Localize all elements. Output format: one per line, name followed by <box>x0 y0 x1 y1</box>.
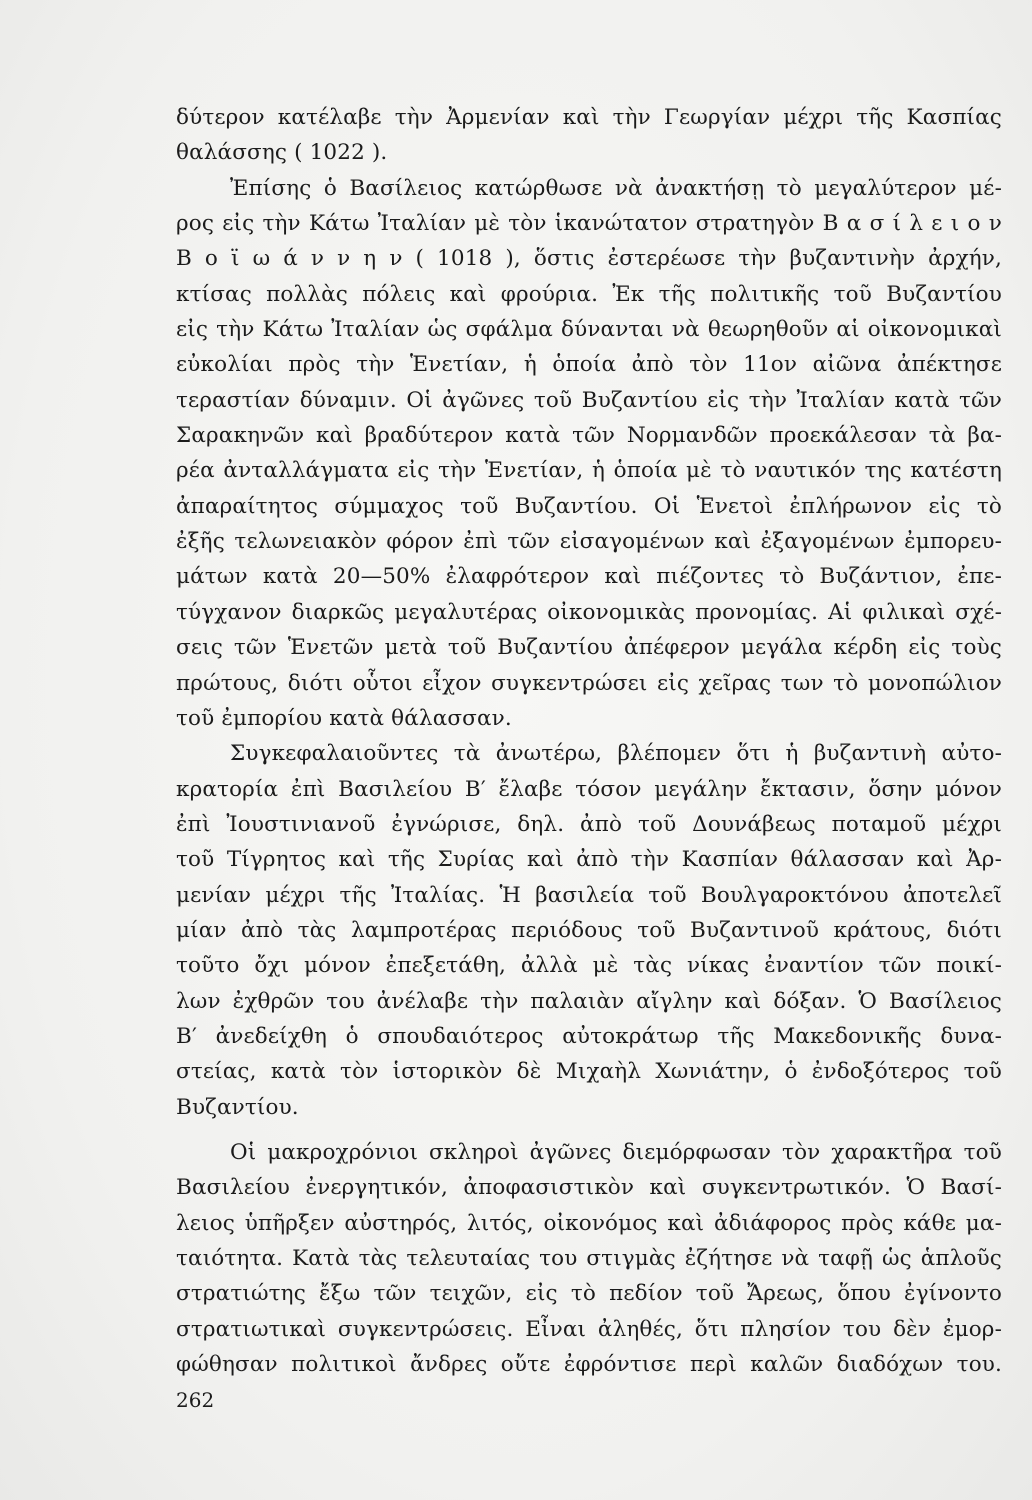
text-line: κρατορία ἐπὶ Βασιλείου Β′ ἔλαβε τόσον μεγάλην ἔκτασιν, ὅσην μόνον <box>176 776 1002 802</box>
paragraph-start-line: Ἐπίσης ὁ Βασίλειος κατώρθωσε νὰ ἀνακτήσῃ τὸ μεγαλύτερον μέ- <box>230 175 1002 201</box>
text-line: κτίσας πολλὰς πόλεις καὶ φρούρια. Ἐκ τῆς πολιτικῆς τοῦ Βυζαντίου <box>176 281 1002 307</box>
text-line: τοῦ ἐμπορίου κατὰ θάλασσαν. <box>176 705 512 731</box>
text-line: ἐπὶ Ἰουστινιανοῦ ἐγνώρισε, δηλ. ἀπὸ τοῦ Δουνάβεως ποταμοῦ μέχρι <box>176 811 1002 837</box>
text-line: τοῦ Τίγρητος καὶ τῆς Συρίας καὶ ἀπὸ τὴν Κασπίαν θάλασσαν καὶ Ἀρ- <box>176 847 1002 873</box>
text-line: ταιότητα. Κατὰ τὰς τελευταίας του στιγμὰς ἐζήτησε νὰ ταφῇ ὡς ἁπλοῦς <box>176 1246 1002 1271</box>
text-line: μίαν ἀπὸ τὰς λαμπροτέρας περιόδους τοῦ Βυζαντινοῦ κράτους, διότι <box>176 917 1002 943</box>
text-line: μενίαν μέχρι τῆς Ἰταλίας. Ἡ βασιλεία τοῦ Βουλγαροκτόνου ἀποτελεῖ <box>176 882 1002 908</box>
page-number: 262 <box>176 1388 215 1412</box>
text-line: στείας, κατὰ τὸν ἱστορικὸν δὲ Μιχαὴλ Χωνιάτην, ὁ ἐνδοξότερος τοῦ <box>176 1059 1002 1085</box>
text-line: ρος εἰς τὴν Κάτω Ἰταλίαν μὲ τὸν ἱκανώτατον στρατηγὸν Β α σ ί λ ε ι ο ν <box>176 211 1002 237</box>
paragraph-start-line: Συγκεφαλαιοῦντες τὰ ἀνωτέρω, βλέπομεν ὅτι ἡ βυζαντινὴ αὐτο- <box>230 741 1002 767</box>
text-line: τεραστίαν δύναμιν. Οἱ ἀγῶνες τοῦ Βυζαντίου εἰς τὴν Ἰταλίαν κατὰ τῶν <box>176 387 1002 413</box>
text-line: Βυζαντίου. <box>176 1094 299 1120</box>
text-line: τοῦτο ὄχι μόνον ἐπεξετάθη, ἀλλὰ μὲ τὰς νίκας ἐναντίον τῶν ποικί- <box>176 953 1002 979</box>
text-line: τύγχανον διαρκῶς μεγαλυτέρας οἰκονομικὰς προνομίας. Αἱ φιλικαὶ σχέ- <box>176 599 1002 625</box>
text-line: θαλάσσης ( 1022 ). <box>176 140 388 166</box>
text-line: Βασιλείου ἐνεργητικόν, ἀποφασιστικὸν καὶ συγκεντρωτικόν. Ὁ Βασί- <box>176 1175 1002 1201</box>
text-line: λειος ὑπῆρξεν αὐστηρός, λιτός, οἰκονόμος καὶ ἀδιάφορος πρὸς κάθε μα- <box>176 1210 1002 1236</box>
text-line: Β′ ἀνεδείχθη ὁ σπουδαιότερος αὐτοκράτωρ τῆς Μακεδονικῆς δυνα- <box>176 1023 1002 1049</box>
text-line: Σαρακηνῶν καὶ βραδύτερον κατὰ τῶν Νορμανδῶν προεκάλεσαν τὰ βα- <box>176 423 1002 449</box>
text-line: μάτων κατὰ 20—50% ἐλαφρότερον καὶ πιέζοντες τὸ Βυζάντιον, ἐπε- <box>176 564 1002 590</box>
text-line: ρέα ἀνταλλάγματα εἰς τὴν Ἑνετίαν, ἡ ὁποία μὲ τὸ ναυτικόν της κατέστη <box>176 458 1002 484</box>
text-line: λων ἐχθρῶν του ἀνέλαβε τὴν παλαιὰν αἴγλην καὶ δόξαν. Ὁ Βασίλειος <box>176 988 1002 1014</box>
text-line: δύτερον κατέλαβε τὴν Ἀρμενίαν καὶ τὴν Γεωργίαν μέχρι τῆς Κασπίας <box>176 105 1002 130</box>
text-line: ἐξῆς τελωνειακὸν φόρον ἐπὶ τῶν εἰσαγομένων καὶ ἐξαγομένων ἐμπορευ- <box>176 529 1002 555</box>
text-line: στρατιώτης ἔξω τῶν τειχῶν, εἰς τὸ πεδίον τοῦ Ἄρεως, ὅπου ἐγίνοντο <box>176 1281 1002 1307</box>
text-line: πρώτους, διότι οὗτοι εἶχον συγκεντρώσει εἰς χεῖρας των τὸ μονοπώλιον <box>176 670 1002 696</box>
text-line: σεις τῶν Ἑνετῶν μετὰ τοῦ Βυζαντίου ἀπέφερον μεγάλα κέρδη εἰς τοὺς <box>176 635 1002 661</box>
text-line: εἰς τὴν Κάτω Ἰταλίαν ὡς σφάλμα δύνανται νὰ θεωρηθοῦν αἱ οἰκονομικαὶ <box>176 317 1002 343</box>
paragraph-gap <box>176 1125 1002 1135</box>
text-line: φώθησαν πολιτικοὶ ἄνδρες οὔτε ἐφρόντισε περὶ καλῶν διαδόχων του. <box>176 1352 1002 1378</box>
text-line: Β ο ϊ ω ά ν ν η ν ( 1018 ), ὅστις ἐστερέωσε τὴν βυζαντινὴν ἀρχήν, <box>176 246 1002 272</box>
body-text <box>176 100 1002 1382</box>
text-line: εὐκολίαι πρὸς τὴν Ἑνετίαν, ἡ ὁποία ἀπὸ τὸν 11ον αἰῶνα ἀπέκτησε <box>176 352 1002 378</box>
text-line: ἀπαραίτητος σύμμαχος τοῦ Βυζαντίου. Οἱ Ἑνετοὶ ἐπλήρωνον εἰς τὸ <box>176 493 1002 519</box>
text-line: στρατιωτικαὶ συγκεντρώσεις. Εἶναι ἀληθές, ὅτι πλησίον του δὲν ἐμορ- <box>176 1316 1002 1342</box>
paragraph-start-line: Οἱ μακροχρόνιοι σκληροὶ ἀγῶνες διεμόρφωσαν τὸν χαρακτῆρα τοῦ <box>230 1139 1002 1165</box>
